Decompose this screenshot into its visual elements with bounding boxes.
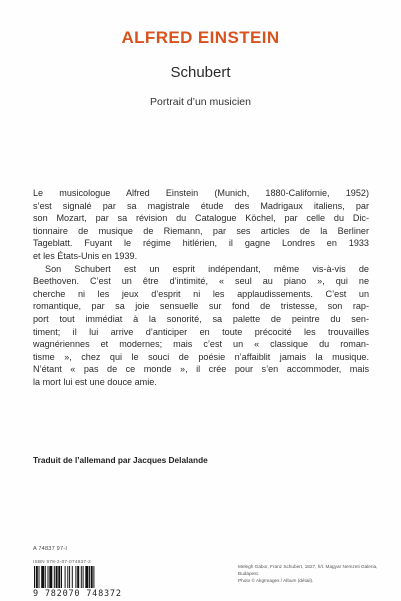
- barcode-bar: [34, 566, 35, 588]
- barcode-bar: [54, 566, 55, 588]
- barcode-digits: 9 782070 748372: [33, 589, 122, 599]
- blurb-line: son Mozart, par sa révision du Catalogue Köchel, par celle du Dic-: [33, 213, 369, 224]
- barcode-bar: [77, 566, 79, 588]
- image-credit: [238, 563, 388, 584]
- barcode-bar: [36, 566, 38, 588]
- barcode-bar: [65, 566, 66, 588]
- barcode-bar: [61, 566, 62, 588]
- barcode-bar: [81, 566, 82, 588]
- barcode-bar: [67, 566, 68, 588]
- barcode-bar: [49, 566, 52, 588]
- blurb-line: port tout immédiat à la sonorité, sa palette de peintre du sen-: [33, 313, 369, 324]
- book-title: Schubert: [170, 64, 231, 81]
- barcode-bar: [89, 566, 90, 588]
- barcode-bar: [56, 566, 58, 588]
- barcode-bar: [69, 566, 70, 588]
- blurb-paragraph-2: [33, 263, 369, 389]
- book-subtitle: Portrait d’un musicien: [150, 96, 251, 108]
- blurb-line: tionnaire de musique de Riemann, par ses articles de la Berliner: [33, 225, 369, 236]
- blurb-line: tisme », chez qui le souci de poésie n’affaiblit jamais la musique.: [33, 351, 369, 362]
- barcode-bar: [48, 566, 49, 588]
- blurb-line: Son Schubert est un esprit indépendant, même vis-à-vis de: [45, 263, 369, 274]
- isbn-text: ISBN 978-2-07-074837-2: [33, 559, 91, 564]
- blurb-line: cherche ni les jeux d’esprit ni les applaudissements. C’est un: [33, 288, 369, 299]
- barcode-bar: [45, 566, 46, 588]
- translator-credit: Traduit de l’allemand par Jacques Delalande: [33, 455, 208, 465]
- image-credit-line: Melegh Gabor, Franz Schubert, 1827, h/t. Magyar Nemzeti Galeria, Budapest.: [238, 564, 378, 576]
- barcode-bar: [41, 566, 44, 588]
- barcode-bar: [85, 566, 88, 588]
- barcode-bar: [91, 566, 93, 588]
- blurb-line: et les États-Unis en 1939.: [33, 250, 138, 261]
- blurb-line: Tageblatt. Fuyant le régime hitlérien, il gagne Londres en 1933: [33, 238, 369, 249]
- blurb-line: timent; il lui arrive d’anticiper en toute précocité les trouvailles: [33, 326, 369, 337]
- blurb-line: N’étant « pas de ce monde », il crée pour s’en accommoder, mais: [33, 364, 369, 375]
- blurb-line: Beethoven. C’est un être d’intimité, « seul au piano », qui ne: [33, 276, 369, 287]
- barcode-bar: [39, 566, 40, 588]
- product-code: A 74837 97-I: [33, 546, 68, 552]
- barcode: [33, 566, 115, 590]
- barcode-bar: [93, 566, 94, 588]
- blurb-line: s’est signalé par sa magistrale étude des Madrigaux italiens, par: [33, 200, 369, 211]
- barcode-bar: [72, 566, 73, 588]
- blurb: [33, 187, 369, 389]
- image-credit-line: Photo © AkgImages / Album (détail).: [238, 578, 314, 583]
- blurb-line: wagnériennes et modernes; mais c’est un « classique du roman-: [33, 339, 369, 350]
- blurb-paragraph-1: [33, 187, 369, 263]
- blurb-line: romantique, par sa joie sensuelle sur fond de tristesse, son rap-: [33, 301, 369, 312]
- barcode-bar: [58, 566, 60, 588]
- blurb-line: la mort lui est une douce amie.: [33, 376, 157, 387]
- barcode-bar: [75, 566, 76, 588]
- author-name: ALFRED EINSTEIN: [121, 28, 280, 47]
- blurb-line: Le musicologue Alfred Einstein (Munich, 1880-Californie, 1952): [33, 188, 369, 198]
- barcode-bar: [83, 566, 84, 588]
